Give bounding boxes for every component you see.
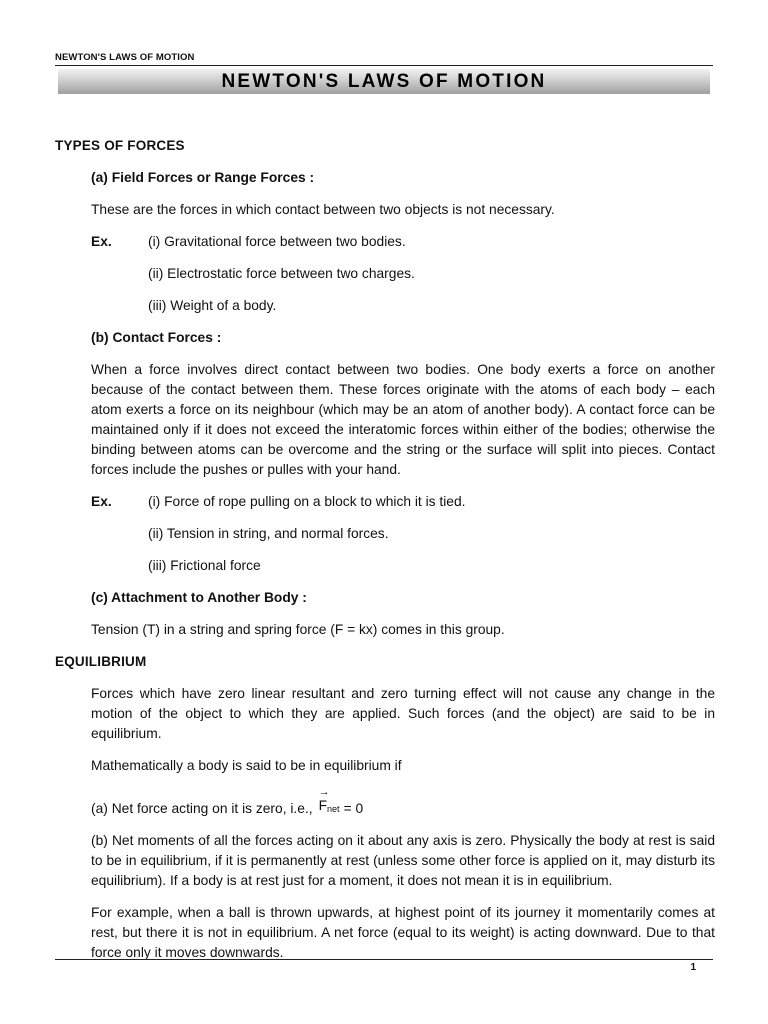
net-force-symbol: F (318, 798, 328, 813)
paragraph-equilibrium-intro: Forces which have zero linear resultant and zero turning effect will not cause any change in the motion of the object to which they are applied. Such forces (and the object) are said to be in equilibrium. (91, 686, 715, 741)
subheading-attachment: (c) Attachment to Another Body : (91, 590, 307, 605)
subheading-contact-forces: (b) Contact Forces : (91, 330, 222, 345)
example-label: Ex. (91, 494, 112, 509)
title-band (58, 69, 710, 94)
example-row (91, 232, 715, 252)
net-force-subscript: net (327, 804, 340, 814)
paragraph-field-forces: These are the forces in which contact between two objects is not necessary. (91, 202, 555, 217)
subheading-field-forces: (a) Field Forces or Range Forces : (91, 170, 315, 185)
paragraph-example-ball: For example, when a ball is thrown upwards, at highest point of its journey it momentarily comes at rest, but there it is not in equilibrium. A net force (equal to its weight) is acting downward. Due to that force only it moves downwards. (91, 905, 715, 960)
page-number: 1 (690, 962, 696, 973)
page-title: NEWTON'S LAWS OF MOTION (221, 70, 547, 92)
running-head: NEWTON'S LAWS OF MOTION (55, 52, 195, 63)
example-row (91, 492, 715, 512)
vector-arrow-icon: → (318, 786, 330, 798)
example-item: (ii) Electrostatic force between two charges. (148, 266, 415, 281)
paragraph-attachment: Tension (T) in a string and spring force (F = kx) comes in this group. (91, 622, 505, 637)
example-item: (iii) Weight of a body. (148, 298, 277, 313)
section-heading-types-of-forces: TYPES OF FORCES (55, 138, 185, 153)
example-label: Ex. (91, 234, 112, 249)
document-body (55, 136, 715, 975)
section-heading-equilibrium: EQUILIBRIUM (55, 654, 147, 669)
example-item: (ii) Tension in string, and normal forces. (148, 526, 389, 541)
paragraph-contact-forces: When a force involves direct contact between two bodies. One body exerts a force on another because of the contact between them. These forces originate with the atoms of each body – each atom exerts a force on its neighbour (which may be an atom of another body). A contact force can be maintained only if it does not exceed the interatomic forces within either of the bodies; otherwise the binding between atoms can be overcome and the string or the surface will split into pieces. Contact forces include the pushes or pulles with your hand. (91, 362, 715, 477)
condition-a-text: (a) Net force acting on it is zero, i.e., (91, 801, 313, 816)
condition-a-rhs: = 0 (343, 801, 364, 816)
header-rule (55, 65, 713, 66)
paragraph-condition-b: (b) Net moments of all the forces acting on it about any axis is zero. Physically the body at rest is said to be in equilibrium, if it is permanently at rest (unless some other force is applied on it, may disturb its equilibrium). If a body is at rest just for a moment, it does not mean it is in equilibrium. (91, 833, 715, 888)
example-item: (i) Gravitational force between two bodies. (148, 234, 406, 249)
example-item: (i) Force of rope pulling on a block to which it is tied. (148, 494, 466, 509)
net-force-vector (318, 786, 340, 819)
footer-rule (55, 959, 713, 960)
example-item: (iii) Frictional force (148, 558, 261, 573)
condition-a (91, 786, 715, 819)
paragraph-equilibrium-math: Mathematically a body is said to be in equilibrium if (91, 758, 402, 773)
